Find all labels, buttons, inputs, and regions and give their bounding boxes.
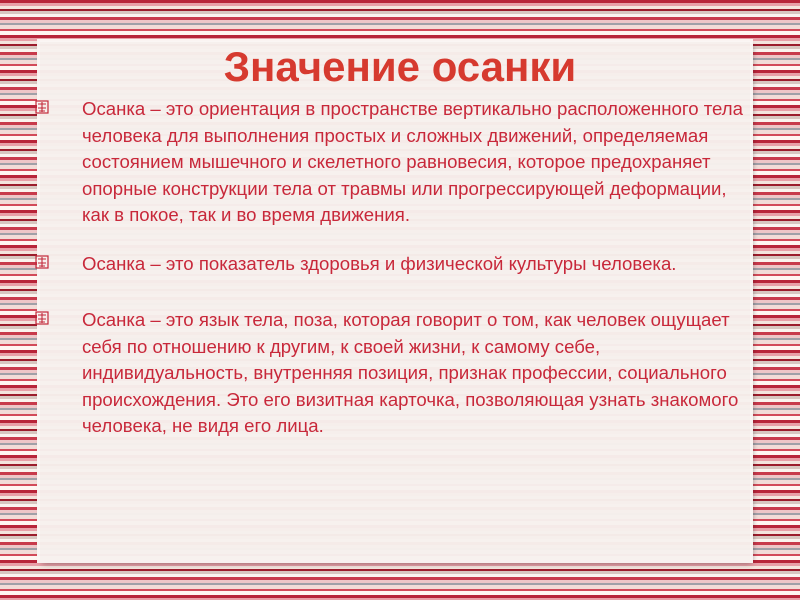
bullet-item xyxy=(26,251,756,278)
square-bullet-icon xyxy=(35,253,55,270)
bullet-item xyxy=(26,307,756,440)
bullet-list xyxy=(26,96,756,462)
slide-title: Значение осанки xyxy=(223,43,577,90)
square-bullet-icon xyxy=(35,309,55,326)
bullet-text: Осанка – это показатель здоровья и физической культуры человека. xyxy=(82,252,677,274)
square-bullet-icon xyxy=(35,98,55,115)
bullet-item xyxy=(26,96,756,229)
bullet-text: Осанка – это язык тела, поза, которая говорит о том, как человек ощущает себя по отношению к другим, к своей жизни, к самому себе, индивидуальность, внутренняя позиция, признак профессии, социального происхождения. Это его визитная карточка, позволяющая узнать знакомого человека, не видя его лица. xyxy=(82,309,739,436)
bullet-text: Осанка – это ориентация в пространстве вертикально расположенного тела человека для выполнения простых и сложных движений, определяемая состоянием мышечного и скелетного равновесия, которое предохраняет опорные конструкции тела от травмы или прогрессирующей деформации, как в покое, так и во время движения. xyxy=(82,98,743,225)
